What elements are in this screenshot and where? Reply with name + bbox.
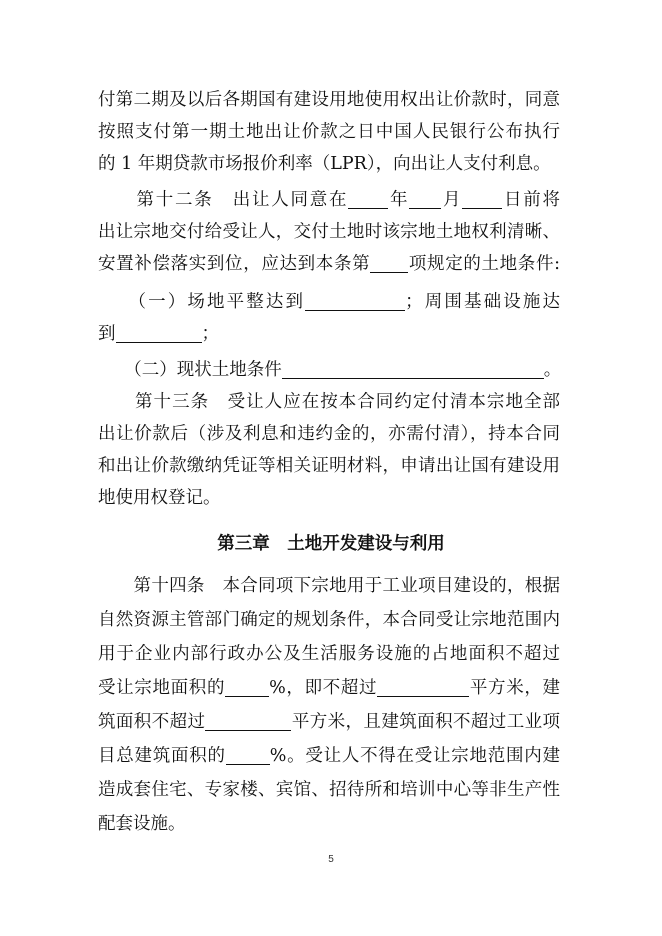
clause-1-text-d: ； <box>201 324 219 344</box>
article-14-line-1: 第十四条 本合同项下宗地用于工业项目建设的，根据 <box>98 576 560 596</box>
article-12-text-f: 项规定的土地条件: <box>408 254 560 274</box>
article-14-text-f: 目总建筑面积的 <box>98 746 226 766</box>
article-13-line-2: 出让价款后（涉及利息和违约金的，亦需付清），持本合同 <box>98 424 560 444</box>
article-14-line-2: 自然资源主管部门确定的规划条件，本合同受让宗地范围内 <box>98 610 560 630</box>
body-line-3: 的 1 年期贷款市场报价利率（LPR），向出让人支付利息。 <box>98 154 551 174</box>
article-12-text-e: 安置补偿落实到位，应达到本条第 <box>98 254 371 274</box>
current-condition-blank[interactable] <box>282 359 544 379</box>
body-line-1: 付第二期及以后各期国有建设用地使用权出让价款时，同意 <box>98 90 560 110</box>
body-line-2: 按照支付第一期土地出让价款之日中国人民银行公布执行 <box>98 122 560 142</box>
clause-2-text-b: 。 <box>543 360 562 380</box>
article-14-line-7: 造成套住宅、专家楼、宾馆、招待所和培训中心等非生产性 <box>98 780 560 800</box>
article-14-text-d: 筑面积不超过 <box>98 712 206 732</box>
year-blank[interactable] <box>348 189 388 209</box>
office-area-percent-blank[interactable] <box>225 677 269 697</box>
clause-1-text-c: 到 <box>98 324 116 344</box>
article-12-text-a: 第十二条 出让人同意在 <box>98 190 349 210</box>
article-13-line-1: 第十三条 受让人应在按本合同约定付清本宗地全部 <box>98 392 560 412</box>
article-14-line-8: 配套设施。 <box>98 814 186 834</box>
month-blank[interactable] <box>409 189 441 209</box>
infrastructure-blank[interactable] <box>116 323 202 343</box>
item-number-blank[interactable] <box>370 253 408 273</box>
building-area-sqm-blank[interactable] <box>205 711 291 731</box>
building-area-percent-blank[interactable] <box>226 745 270 765</box>
article-13-line-4: 地使用权登记。 <box>98 488 221 508</box>
day-blank[interactable] <box>462 189 502 209</box>
article-14-text-a: 受让宗地面积的 <box>98 678 226 698</box>
clause-2-text-a: （二）现状土地条件 <box>98 360 282 380</box>
article-12-text-d: 日前将 <box>502 190 560 210</box>
site-leveling-blank[interactable] <box>305 291 405 311</box>
article-13-line-3: 和出让价款缴纳凭证等相关证明材料，申请出让国有建设用 <box>98 456 560 476</box>
article-14-text-g: %。受让人不得在受让宗地范围内建 <box>269 746 561 766</box>
clause-1-line-2 <box>98 314 560 354</box>
article-12-line-3 <box>98 244 560 284</box>
chapter-heading: 第三章 土地开发建设与利用 <box>217 534 445 554</box>
article-14-line-3: 用于企业内部行政办公及生活服务设施的占地面积不超过 <box>98 644 560 664</box>
article-12-line-2: 出让宗地交付给受让人，交付土地时该宗地土地权利清晰、 <box>98 222 560 242</box>
article-14-text-e: 平方米，且建筑面积不超过工业项 <box>291 712 561 732</box>
clause-1-text-a: （一）场地平整达到 <box>98 292 306 312</box>
office-area-sqm-blank[interactable] <box>377 677 469 697</box>
clause-1-text-b: ；周围基础设施达 <box>405 292 560 312</box>
article-12-text-c: 月 <box>441 190 463 210</box>
article-14-text-c: 平方米，建 <box>469 678 561 698</box>
article-12-text-b: 年 <box>388 190 410 210</box>
article-14-text-b: %，即不超过 <box>269 678 378 698</box>
page-number: 5 <box>328 854 334 865</box>
